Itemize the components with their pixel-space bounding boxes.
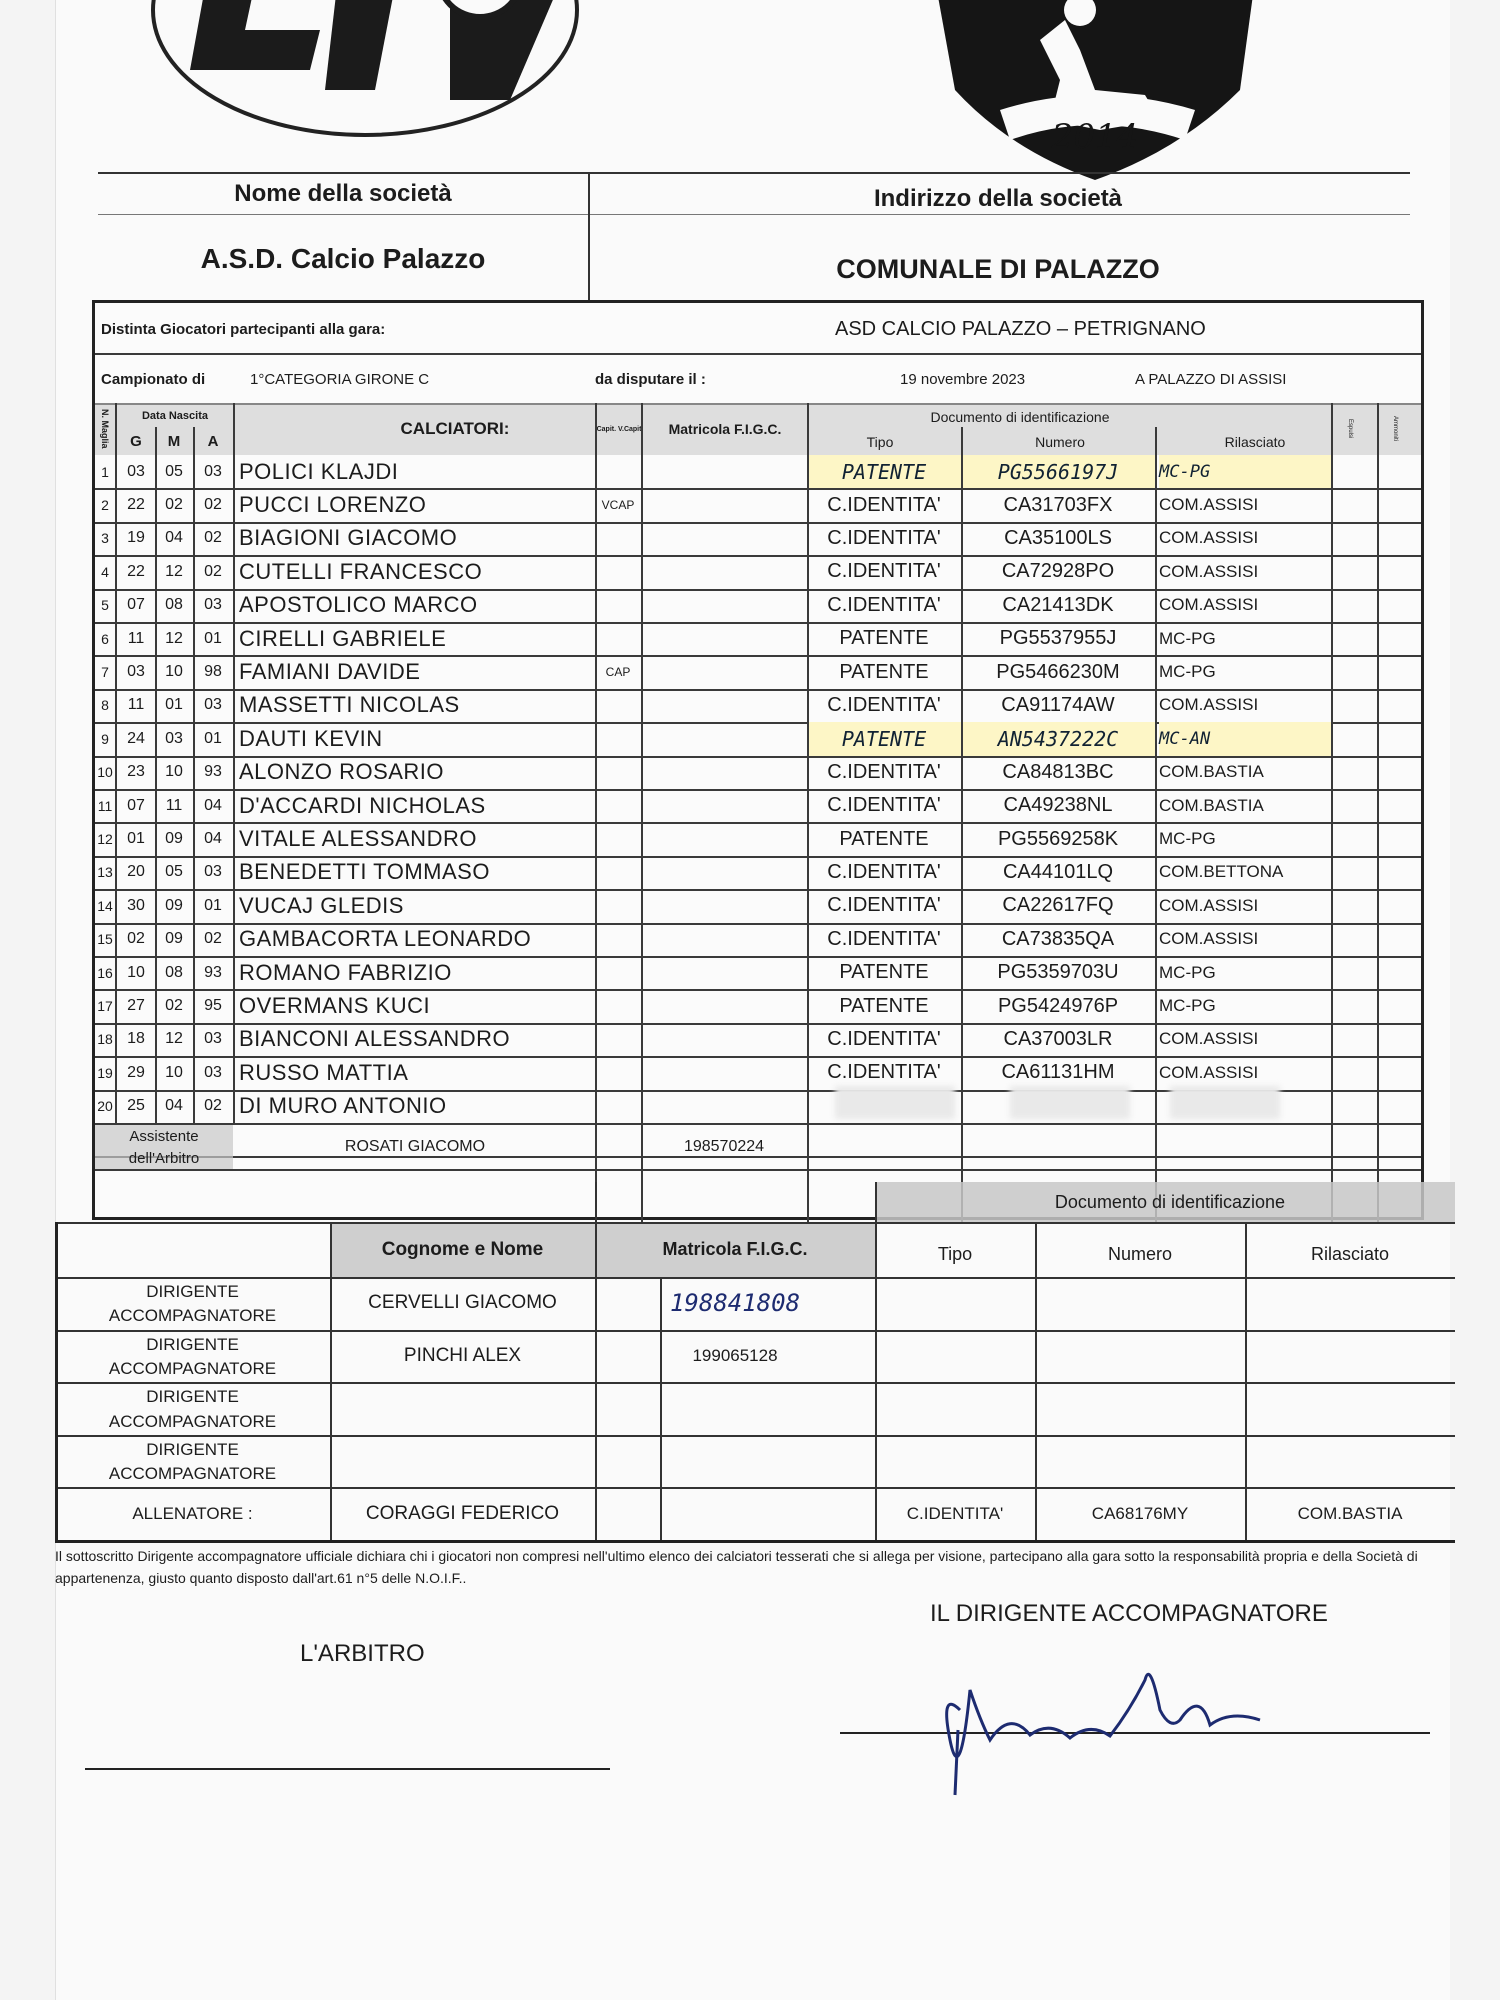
staff-role-line-1: DIRIGENTE (146, 1439, 239, 1459)
doc-type: C.IDENTITA' (827, 560, 941, 583)
captain-mark (595, 989, 641, 1022)
birth-month: 02 (165, 496, 183, 514)
staff-name: PINCHI ALEX (403, 1344, 522, 1366)
birth-year: 03 (204, 596, 222, 614)
staff-doc-number: CA68176MY (1091, 1503, 1189, 1523)
birth-year: 02 (204, 529, 222, 547)
doc-issued: COM.ASSISI (1159, 1062, 1259, 1082)
svg-text:★: ★ (392, 81, 405, 97)
doc-type: C.IDENTITA' (827, 593, 941, 616)
captain-mark (595, 455, 641, 488)
birth-day: 20 (127, 863, 145, 881)
doc-issued: COM.ASSISI (1159, 495, 1259, 515)
doc-issued: COM.ASSISI (1159, 895, 1259, 915)
staff-doc-issued (1245, 1277, 1455, 1330)
doc-type: PATENTE (807, 455, 961, 488)
birth-month: 10 (165, 1063, 183, 1081)
birth-year: 93 (204, 963, 222, 981)
declaration-line-2: appartenenza, giusto quanto disposto dall'art.61 n°5 delle N.O.I.F.. (55, 1570, 467, 1586)
birth-day: 03 (127, 663, 145, 681)
birth-year: 03 (204, 696, 222, 714)
staff-matricola (595, 1382, 875, 1435)
players-header: CALCIATORI: (400, 419, 510, 438)
captain-mark (595, 822, 641, 855)
doc-issued: MC-AN (1159, 722, 1331, 755)
staff-role-line-1: DIRIGENTE (146, 1334, 239, 1354)
birth-day: 07 (127, 596, 145, 614)
staff-name-header: Cognome e Nome (381, 1238, 544, 1260)
doc-number: CA72928PO (1001, 560, 1115, 583)
captain-mark (595, 1056, 641, 1089)
birth-year: 02 (204, 562, 222, 580)
birth-year: 02 (204, 930, 222, 948)
doc-number: AN5437222C (961, 722, 1155, 755)
birth-year: 93 (204, 763, 222, 781)
staff-doc-type (875, 1382, 1035, 1435)
jersey-number: 20 (97, 1098, 113, 1115)
player-name: APOSTOLICO MARCO (239, 592, 478, 618)
year-header: A (207, 432, 219, 450)
birth-month: 04 (165, 1097, 183, 1115)
player-name: DAUTI KEVIN (239, 725, 383, 751)
birth-year: 04 (204, 796, 222, 814)
jersey-number: 4 (101, 563, 109, 580)
player-name: PUCCI LORENZO (239, 492, 427, 518)
birth-month: 05 (165, 462, 183, 480)
staff-matricola: 199065128 (692, 1345, 778, 1365)
referee-signature-line (85, 1768, 610, 1770)
birth-year: 03 (204, 863, 222, 881)
doc-issued: COM.ASSISI (1159, 595, 1259, 615)
doc-type: PATENTE (839, 827, 929, 850)
birth-year: 02 (204, 496, 222, 514)
lnd-logo (150, 0, 580, 140)
captain-mark (595, 722, 641, 755)
expelled-header: Espulsi (1347, 419, 1353, 439)
jersey-number: 14 (97, 897, 113, 914)
captain-header: Capit. V.Capit. (596, 425, 644, 433)
doc-number: CA73835QA (1001, 927, 1115, 950)
staff-role-line-2: ACCOMPAGNATORE (108, 1411, 277, 1431)
staff-doc-number-header: Numero (1107, 1243, 1173, 1264)
doc-number: CA91174AW (1001, 693, 1115, 716)
staff-matricola (595, 1487, 875, 1540)
captain-mark (595, 856, 641, 889)
player-name: RUSSO MATTIA (239, 1059, 409, 1085)
jersey-number: 19 (97, 1064, 113, 1081)
captain-mark (595, 756, 641, 789)
staff-matricola (595, 1435, 875, 1488)
birth-day: 02 (127, 930, 145, 948)
captain-mark (595, 622, 641, 655)
assistant-matricola: 198570224 (683, 1138, 765, 1155)
doc-type: C.IDENTITA' (827, 526, 941, 549)
staff-role-line-1: DIRIGENTE (146, 1387, 239, 1407)
captain-mark (595, 555, 641, 588)
birth-day: 01 (127, 830, 145, 848)
birth-month: 09 (165, 930, 183, 948)
birth-year: 02 (204, 1097, 222, 1115)
player-name: VUCAJ GLEDIS (239, 892, 404, 918)
player-name: DI MURO ANTONIO (239, 1093, 447, 1119)
warned-header: Ammoniti (1392, 416, 1398, 442)
player-name: MASSETTI NICOLAS (239, 692, 460, 718)
birth-day: 10 (127, 963, 145, 981)
society-address: COMUNALE DI PALAZZO (836, 253, 1160, 284)
birth-month: 10 (165, 763, 183, 781)
staff-doc-issued-header: Rilasciato (1310, 1243, 1390, 1264)
society-name: A.S.D. Calcio Palazzo (200, 243, 486, 274)
doc-type: C.IDENTITA' (827, 860, 941, 883)
day-header: G (130, 432, 142, 450)
players-table (92, 300, 1424, 1220)
jersey-number: 15 (97, 931, 113, 948)
staff-doc-type (875, 1330, 1035, 1383)
jersey-number: 7 (101, 664, 109, 681)
birth-month: 02 (165, 997, 183, 1015)
doc-number: PG5569258K (997, 827, 1119, 850)
staff-role-line-2: ACCOMPAGNATORE (108, 1359, 277, 1379)
staff-doc-type: C.IDENTITA' (906, 1503, 1004, 1523)
redacted-patch (1170, 1086, 1280, 1119)
player-name: ALONZO ROSARIO (239, 759, 445, 785)
jersey-number: 3 (101, 530, 109, 547)
birth-year: 98 (204, 663, 222, 681)
staff-role-line-1: DIRIGENTE (146, 1282, 239, 1302)
captain-mark (595, 889, 641, 922)
birth-year: 03 (204, 1063, 222, 1081)
svg-text:★: ★ (400, 45, 413, 61)
staff-table (55, 1182, 1455, 1542)
staff-doc-issued: COM.BASTIA (1297, 1503, 1403, 1523)
doc-type: PATENTE (839, 627, 929, 650)
player-name: D'ACCARDI NICHOLAS (239, 792, 486, 818)
doc-type: C.IDENTITA' (827, 760, 941, 783)
doc-issued: MC-PG (1159, 996, 1216, 1016)
doc-type: PATENTE (839, 994, 929, 1017)
birth-day: 27 (127, 997, 145, 1015)
doc-issued: COM.ASSISI (1159, 561, 1259, 581)
staff-doc-number (1035, 1277, 1245, 1330)
date-value: 19 novembre 2023 (900, 370, 1026, 388)
birth-day: 25 (127, 1097, 145, 1115)
staff-doc-number (1035, 1435, 1245, 1488)
birth-day: 29 (127, 1063, 145, 1081)
match-teams: ASD CALCIO PALAZZO – PETRIGNANO (835, 317, 1206, 340)
crest-year: 2014 (1051, 117, 1139, 157)
championship-label: Campionato di (101, 370, 206, 388)
staff-name (330, 1382, 595, 1435)
doc-number: PG5466230M (996, 660, 1120, 683)
jersey-number: 11 (97, 797, 113, 814)
birth-year: 04 (204, 830, 222, 848)
jersey-number: 18 (97, 1031, 113, 1048)
society-name-label: Nome della società (234, 180, 452, 207)
birth-month: 04 (165, 529, 183, 547)
birth-day: 30 (127, 896, 145, 914)
doc-type: C.IDENTITA' (827, 693, 941, 716)
birth-day: 19 (127, 529, 145, 547)
birth-month: 09 (165, 896, 183, 914)
doc-number: CA84813BC (1002, 760, 1114, 783)
assistant-name: ROSATI GIACOMO (344, 1138, 486, 1155)
birth-month: 12 (165, 562, 183, 580)
birth-day: 18 (127, 1030, 145, 1048)
captain-mark (595, 1090, 641, 1123)
captain-mark (595, 689, 641, 722)
doc-number: PG5566197J (961, 455, 1155, 488)
staff-document-header: Documento di identificazione (1054, 1191, 1286, 1212)
birth-date-header: Data Nascita (141, 410, 209, 422)
svg-text:★: ★ (396, 63, 409, 79)
captain-mark (595, 522, 641, 555)
player-name: GAMBACORTA LEONARDO (239, 926, 532, 952)
staff-doc-type (875, 1435, 1035, 1488)
player-name: BIANCONI ALESSANDRO (239, 1026, 511, 1052)
staff-name (330, 1435, 595, 1488)
declaration-line-1: Il sottoscritto Dirigente accompagnatore ufficiale dichiara chi i giocatori non compresi nell'ultimo elenco dei calciatori tesserati che si allega per visione, partecipano alla gara sotto la responsabilità propria e della Società di (55, 1548, 1418, 1564)
jersey-number: 8 (101, 697, 109, 714)
doc-type-header: Tipo (866, 434, 894, 450)
captain-mark (595, 956, 641, 989)
club-crest-logo (930, 0, 1260, 190)
jersey-number: 2 (101, 497, 109, 514)
birth-month: 05 (165, 863, 183, 881)
doc-issued: COM.ASSISI (1159, 695, 1259, 715)
birth-year: 01 (204, 629, 222, 647)
doc-type: C.IDENTITA' (827, 1027, 941, 1050)
birth-day: 22 (127, 562, 145, 580)
doc-number: CA61131HM (1001, 1061, 1115, 1084)
doc-number: PG5424976P (997, 994, 1119, 1017)
svg-text:★: ★ (405, 27, 418, 43)
birth-month: 12 (165, 629, 183, 647)
doc-issued: MC-PG (1159, 455, 1331, 488)
doc-number: CA49238NL (1003, 794, 1113, 817)
championship-value: 1°CATEGORIA GIRONE C (250, 370, 430, 388)
birth-month: 01 (165, 696, 183, 714)
staff-role-line-2: ACCOMPAGNATORE (108, 1464, 277, 1484)
doc-number: CA37003LR (1003, 1027, 1113, 1050)
manager-label: IL DIRIGENTE ACCOMPAGNATORE (930, 1600, 1328, 1627)
jersey-number: 10 (97, 764, 113, 781)
referee-label: L'ARBITRO (300, 1640, 425, 1667)
doc-type: PATENTE (807, 722, 961, 755)
manager-signature (930, 1650, 1310, 1800)
doc-issued: MC-PG (1159, 962, 1216, 982)
jersey-number: 16 (97, 964, 113, 981)
staff-doc-number (1035, 1382, 1245, 1435)
player-name: CUTELLI FRANCESCO (239, 558, 483, 584)
document-header: Documento di identificazione (930, 409, 1110, 425)
birth-month: 09 (165, 830, 183, 848)
birth-day: 22 (127, 496, 145, 514)
player-name: CIRELLI GABRIELE (239, 625, 447, 651)
birth-day: 03 (127, 462, 145, 480)
doc-type: C.IDENTITA' (827, 894, 941, 917)
doc-issued: MC-PG (1159, 829, 1216, 849)
birth-day: 11 (127, 696, 145, 714)
staff-matricola: 198841808 (669, 1289, 801, 1318)
place-value: A PALAZZO DI ASSISI (1135, 370, 1287, 388)
staff-doc-issued (1245, 1435, 1455, 1488)
player-name: VITALE ALESSANDRO (239, 826, 477, 852)
jersey-number: 13 (97, 864, 113, 881)
doc-type: C.IDENTITA' (827, 927, 941, 950)
matricola-header: Matricola F.I.G.C. (668, 421, 782, 437)
birth-month: 11 (165, 796, 183, 814)
staff-matricola-header: Matricola F.I.G.C. (662, 1239, 808, 1259)
list-label: Distinta Giocatori partecipanti alla gara: (101, 320, 386, 338)
birth-year: 01 (204, 896, 222, 914)
doc-type: C.IDENTITA' (827, 1061, 941, 1084)
player-name: ROMANO FABRIZIO (239, 959, 452, 985)
redacted-patch (835, 1086, 955, 1119)
doc-number-header: Numero (1035, 434, 1085, 450)
doc-number: CA35100LS (1004, 526, 1112, 549)
staff-doc-number (1035, 1330, 1245, 1383)
society-address-label: Indirizzo della società (873, 185, 1123, 212)
birth-year: 95 (204, 997, 222, 1015)
doc-number: PG5537955J (999, 627, 1117, 650)
staff-doc-issued (1245, 1382, 1455, 1435)
jersey-number: 17 (97, 998, 113, 1015)
birth-month: 10 (165, 663, 183, 681)
doc-type: PATENTE (839, 660, 929, 683)
staff-role-line-2: ACCOMPAGNATORE (108, 1306, 277, 1326)
assistant-label-1: Assistente (129, 1127, 199, 1145)
staff-doc-type-header: Tipo (937, 1243, 973, 1264)
player-name: BENEDETTI TOMMASO (239, 859, 490, 885)
doc-number: CA31703FX (1003, 493, 1113, 516)
birth-month: 08 (165, 963, 183, 981)
assistant-label-2: dell'Arbitro (128, 1149, 200, 1167)
doc-type: C.IDENTITA' (827, 493, 941, 516)
staff-role: ALLENATORE : (132, 1503, 253, 1523)
date-label: da disputare il : (595, 370, 706, 388)
doc-issued: COM.ASSISI (1159, 1029, 1259, 1049)
jersey-number: 12 (97, 831, 113, 848)
doc-number: CA22617FQ (1002, 894, 1114, 917)
staff-doc-type (875, 1277, 1035, 1330)
doc-number: PG5359703U (997, 961, 1119, 984)
society-header (98, 172, 1410, 302)
doc-issued: COM.BASTIA (1159, 762, 1264, 782)
doc-issued: COM.ASSISI (1159, 929, 1259, 949)
doc-issued: MC-PG (1159, 628, 1216, 648)
captain-mark (595, 1023, 641, 1056)
doc-type: PATENTE (839, 961, 929, 984)
birth-month: 12 (165, 1030, 183, 1048)
player-name: FAMIANI DAVIDE (239, 659, 421, 685)
captain-mark (595, 589, 641, 622)
doc-number: CA44101LQ (1002, 860, 1114, 883)
doc-type: C.IDENTITA' (827, 794, 941, 817)
doc-issued: MC-PG (1159, 662, 1216, 682)
captain-mark: CAP (605, 665, 631, 680)
doc-issued: COM.BASTIA (1159, 795, 1264, 815)
doc-issued-header: Rilasciato (1224, 434, 1286, 450)
staff-name: CORAGGI FEDERICO (365, 1502, 560, 1524)
captain-mark (595, 789, 641, 822)
month-header: M (167, 432, 181, 450)
player-name: BIAGIONI GIACOMO (239, 525, 458, 551)
jersey-number: 5 (101, 597, 109, 614)
birth-month: 03 (165, 729, 183, 747)
jersey-number: 9 (101, 730, 109, 747)
redacted-patch (1010, 1086, 1130, 1119)
doc-issued: COM.BETTONA (1159, 862, 1284, 882)
birth-year: 03 (204, 462, 222, 480)
staff-name: CERVELLI GIACOMO (368, 1292, 557, 1314)
player-name: POLICI KLAJDI (239, 458, 399, 484)
jersey-number: 1 (101, 463, 109, 480)
doc-number: CA21413DK (1002, 593, 1114, 616)
birth-day: 24 (127, 729, 145, 747)
player-name: OVERMANS KUCI (239, 993, 431, 1019)
birth-year: 01 (204, 729, 222, 747)
jersey-number: 6 (101, 630, 109, 647)
captain-mark (595, 923, 641, 956)
doc-issued: COM.ASSISI (1159, 528, 1259, 548)
jersey-number-header: N. Maglia (100, 409, 110, 449)
birth-month: 08 (165, 596, 183, 614)
birth-day: 07 (127, 796, 145, 814)
staff-doc-issued (1245, 1330, 1455, 1383)
captain-mark: VCAP (601, 498, 635, 513)
birth-year: 03 (204, 1030, 222, 1048)
birth-day: 11 (127, 629, 145, 647)
birth-day: 23 (127, 763, 145, 781)
